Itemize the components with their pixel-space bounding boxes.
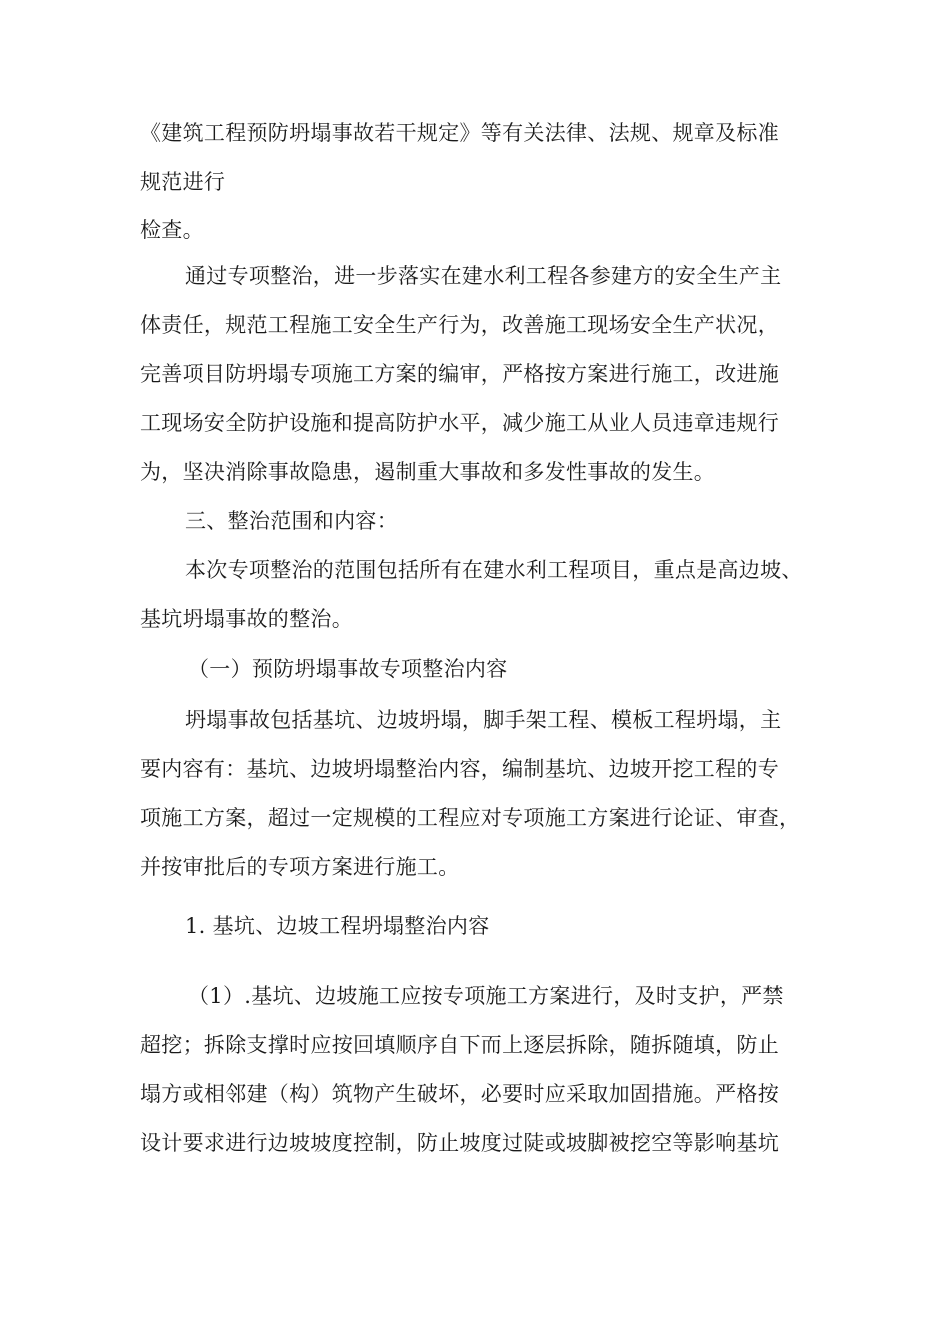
paragraph-line: 《建筑工程预防坍塌事故若干规定》等有关法律、法规、规章及标准 [140, 121, 779, 145]
section-heading: 三、整治范围和内容： [185, 509, 398, 533]
subsection-heading: （一）预防坍塌事故专项整治内容 [188, 657, 508, 681]
paragraph-line: 要内容有：基坑、边坡坍塌整治内容，编制基坑、边坡开挖工程的专 [140, 757, 779, 781]
paragraph-line: 工现场安全防护设施和提高防护水平，减少施工从业人员违章违规行 [140, 411, 779, 435]
paragraph-line: 规范进行 [140, 170, 226, 194]
paragraph-line: 塌方或相邻建（构）筑物产生破坏，必要时应采取加固措施。严格按 [140, 1082, 779, 1106]
paragraph-line: 项施工方案，超过一定规模的工程应对专项施工方案进行论证、审查， [140, 806, 801, 830]
paragraph-line: 体责任，规范工程施工安全生产行为，改善施工现场安全生产状况， [140, 313, 779, 337]
paragraph-line: 并按审批后的专项方案进行施工。 [140, 855, 460, 879]
numbered-heading: 1. 基坑、边坡工程坍塌整治内容 [185, 914, 490, 938]
paragraph-line: 基坑坍塌事故的整治。 [140, 607, 353, 631]
paragraph-line: 设计要求进行边坡坡度控制，防止坡度过陡或坡脚被挖空等影响基坑 [140, 1131, 779, 1155]
paragraph-line: （1）.基坑、边坡施工应按专项施工方案进行，及时支护，严禁 [188, 984, 784, 1008]
paragraph-line: 超挖；拆除支撑时应按回填顺序自下而上逐层拆除，随拆随填，防止 [140, 1033, 779, 1057]
paragraph-line: 坍塌事故包括基坑、边坡坍塌，脚手架工程、模板工程坍塌，主 [185, 708, 782, 732]
paragraph-line: 为，坚决消除事故隐患，遏制重大事故和多发性事故的发生。 [140, 460, 716, 484]
paragraph-line: 本次专项整治的范围包括所有在建水利工程项目，重点是高边坡、 [185, 558, 803, 582]
paragraph-line: 完善项目防坍塌专项施工方案的编审，严格按方案进行施工，改进施 [140, 362, 779, 386]
paragraph-line: 检查。 [140, 218, 204, 242]
paragraph-line: 通过专项整治，进一步落实在建水利工程各参建方的安全生产主 [185, 264, 782, 288]
